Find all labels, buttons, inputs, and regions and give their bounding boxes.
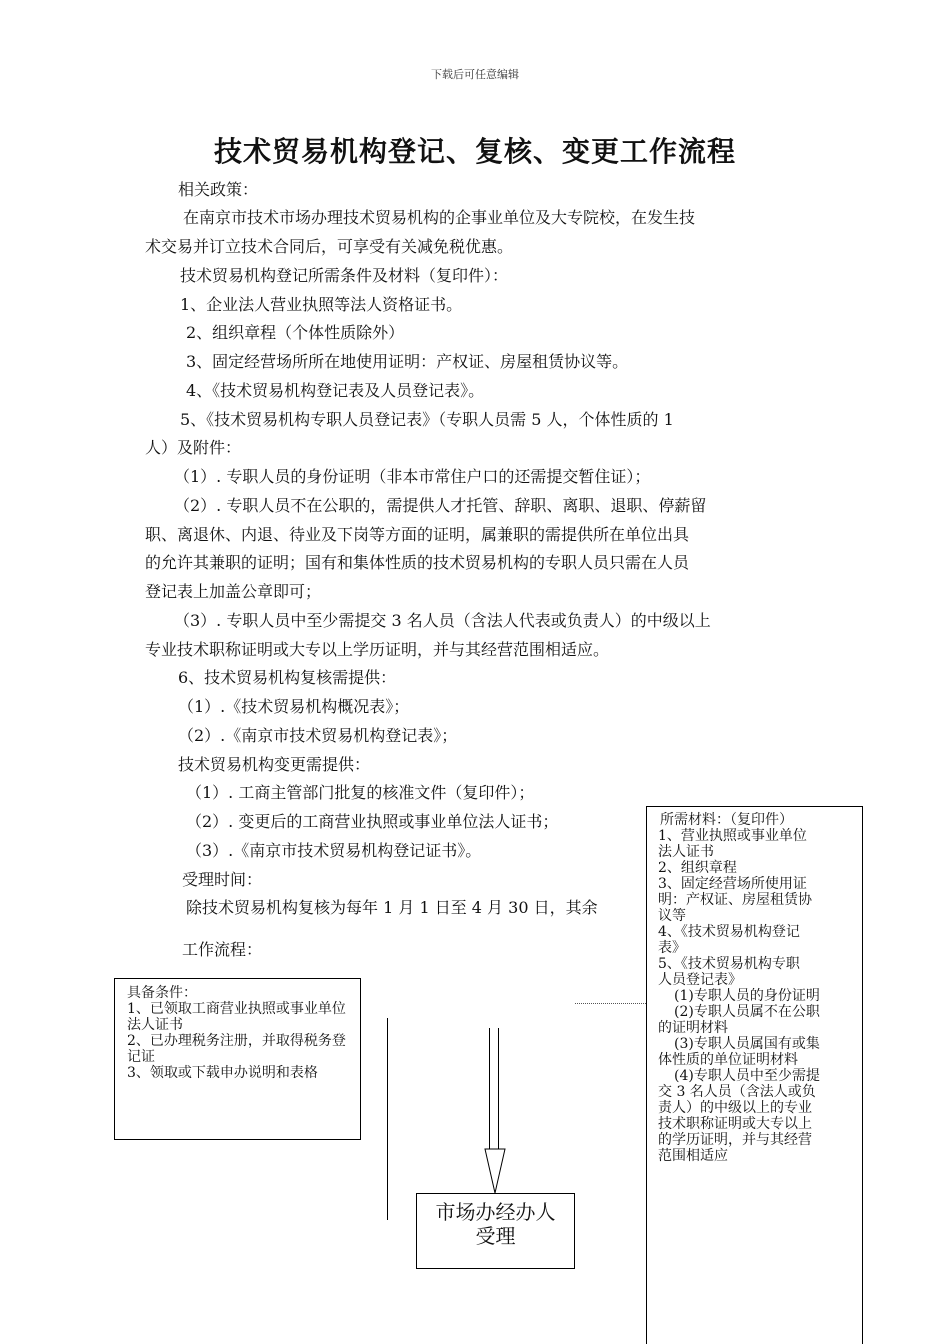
- body-line: 4、《技术贸易机构登记表及人员登记表》。: [186, 381, 485, 400]
- materials-line: 议等: [658, 908, 686, 924]
- body-line: 3、固定经营场所所在地使用证明：产权证、房屋租赁协议等。: [186, 352, 629, 371]
- materials-line: 明：产权证、房屋租赁协: [658, 892, 812, 908]
- accept-box: [416, 1193, 575, 1269]
- down-arrow-shaft: [489, 1028, 499, 1150]
- materials-line: (3)专职人员属国有或集: [674, 1036, 820, 1052]
- conditions-item: 1、已领取工商营业执照或事业单位法人证书: [127, 1001, 346, 1033]
- materials-line: 责人）的中级以上的专业: [658, 1100, 812, 1116]
- materials-line: (1)专职人员的身份证明: [674, 988, 820, 1004]
- body-line: 1、企业法人营业执照等法人资格证书。: [180, 295, 463, 314]
- body-line: 在南京市技术市场办理技术贸易机构的企事业单位及大专院校，在发生技: [183, 208, 696, 227]
- body-line: 技术贸易机构登记所需条件及材料（复印件）：: [180, 266, 509, 285]
- policy-heading: 相关政策：: [178, 180, 259, 199]
- body-line: （2）. 变更后的工商营业执照或事业单位法人证书；: [186, 812, 559, 831]
- materials-line: 交 3 名人员（含法人或负: [658, 1084, 816, 1100]
- conditions-item: 3、领取或下载申办说明和表格: [127, 1065, 318, 1081]
- body-line: 登记表上加盖公章即可；: [145, 582, 322, 601]
- flow-divider-line: [387, 1018, 388, 1220]
- materials-line: 的证明材料: [658, 1020, 728, 1036]
- down-arrow-icon: [484, 1148, 506, 1194]
- materials-line: (2)专职人员属不在公职: [674, 1004, 820, 1020]
- materials-line: 的学历证明，并与其经营: [658, 1132, 812, 1148]
- body-line: 2、组织章程（个体性质除外）: [186, 323, 405, 342]
- conditions-item: 2、已办理税务注册，并取得税务登记证: [127, 1033, 346, 1065]
- body-line: 5、《技术贸易机构专职人员登记表》（专职人员需 5 人，个体性质的 1: [180, 410, 674, 429]
- materials-line: 表》: [658, 940, 686, 956]
- body-line: 技术贸易机构变更需提供：: [178, 755, 371, 774]
- accept-label: 市场办经办人受理: [435, 1200, 556, 1248]
- materials-line: 4、《技术贸易机构登记: [658, 924, 800, 940]
- materials-line: 技术职称证明或大专以上: [658, 1116, 812, 1132]
- materials-line: 人员登记表》: [658, 972, 742, 988]
- materials-line: 范围相适应: [658, 1148, 728, 1164]
- body-line: 除技术贸易机构复核为每年 1 月 1 日至 4 月 30 日，其余: [186, 898, 598, 917]
- materials-connector: [575, 1003, 656, 1004]
- body-line: （2）.《南京市技术贸易机构登记表》；: [178, 726, 458, 745]
- materials-line: 5、《技术贸易机构专职: [658, 956, 800, 972]
- materials-line: 法人证书: [658, 844, 714, 860]
- materials-line: 3、固定经营场所使用证: [658, 876, 807, 892]
- body-line: 受理时间：: [182, 870, 263, 889]
- page-title: 技术贸易机构登记、复核、变更工作流程: [213, 135, 736, 168]
- body-line: （1）. 工商主管部门批复的核准文件（复印件）；: [186, 783, 535, 802]
- materials-line: 1、营业执照或事业单位: [658, 828, 807, 844]
- body-line: 人）及附件：: [145, 438, 242, 457]
- body-line: （1）.《技术贸易机构概况表》；: [178, 697, 410, 716]
- body-line: 专业技术职称证明或大专以上学历证明，并与其经营范围相适应。: [145, 640, 610, 659]
- materials-line: 所需材料：（复印件）: [660, 812, 793, 828]
- body-line: （3）.《南京市技术贸易机构登记证书》。: [186, 841, 482, 860]
- body-line: 职、离退休、内退、待业及下岗等方面的证明，属兼职的需提供所在单位出具: [145, 525, 690, 544]
- materials-box: [646, 806, 863, 1344]
- body-line: 6、技术贸易机构复核需提供：: [178, 668, 397, 687]
- body-line: 术交易并订立技术合同后，可享受有关减免税优惠。: [145, 237, 514, 256]
- body-line: （2）. 专职人员不在公职的，需提供人才托管、辞职、离职、退职、停薪留: [174, 496, 707, 515]
- materials-line: 2、组织章程: [658, 860, 737, 876]
- page-header: 下载后可任意编辑: [431, 68, 519, 81]
- body-line: 的允许其兼职的证明；国有和集体性质的技术贸易机构的专职人员只需在人员: [145, 553, 690, 572]
- materials-line: 体性质的单位证明材料: [658, 1052, 798, 1068]
- body-line: （3）. 专职人员中至少需提交 3 名人员（含法人代表或负责人）的中级以上: [174, 611, 711, 630]
- workflow-heading: 工作流程：: [182, 940, 263, 959]
- materials-line: (4)专职人员中至少需提: [674, 1068, 820, 1084]
- conditions-title: 具备条件：: [127, 985, 197, 1001]
- body-line: （1）. 专职人员的身份证明（非本市常住户口的还需提交暂住证）；: [174, 467, 651, 486]
- conditions-box: [114, 978, 361, 1140]
